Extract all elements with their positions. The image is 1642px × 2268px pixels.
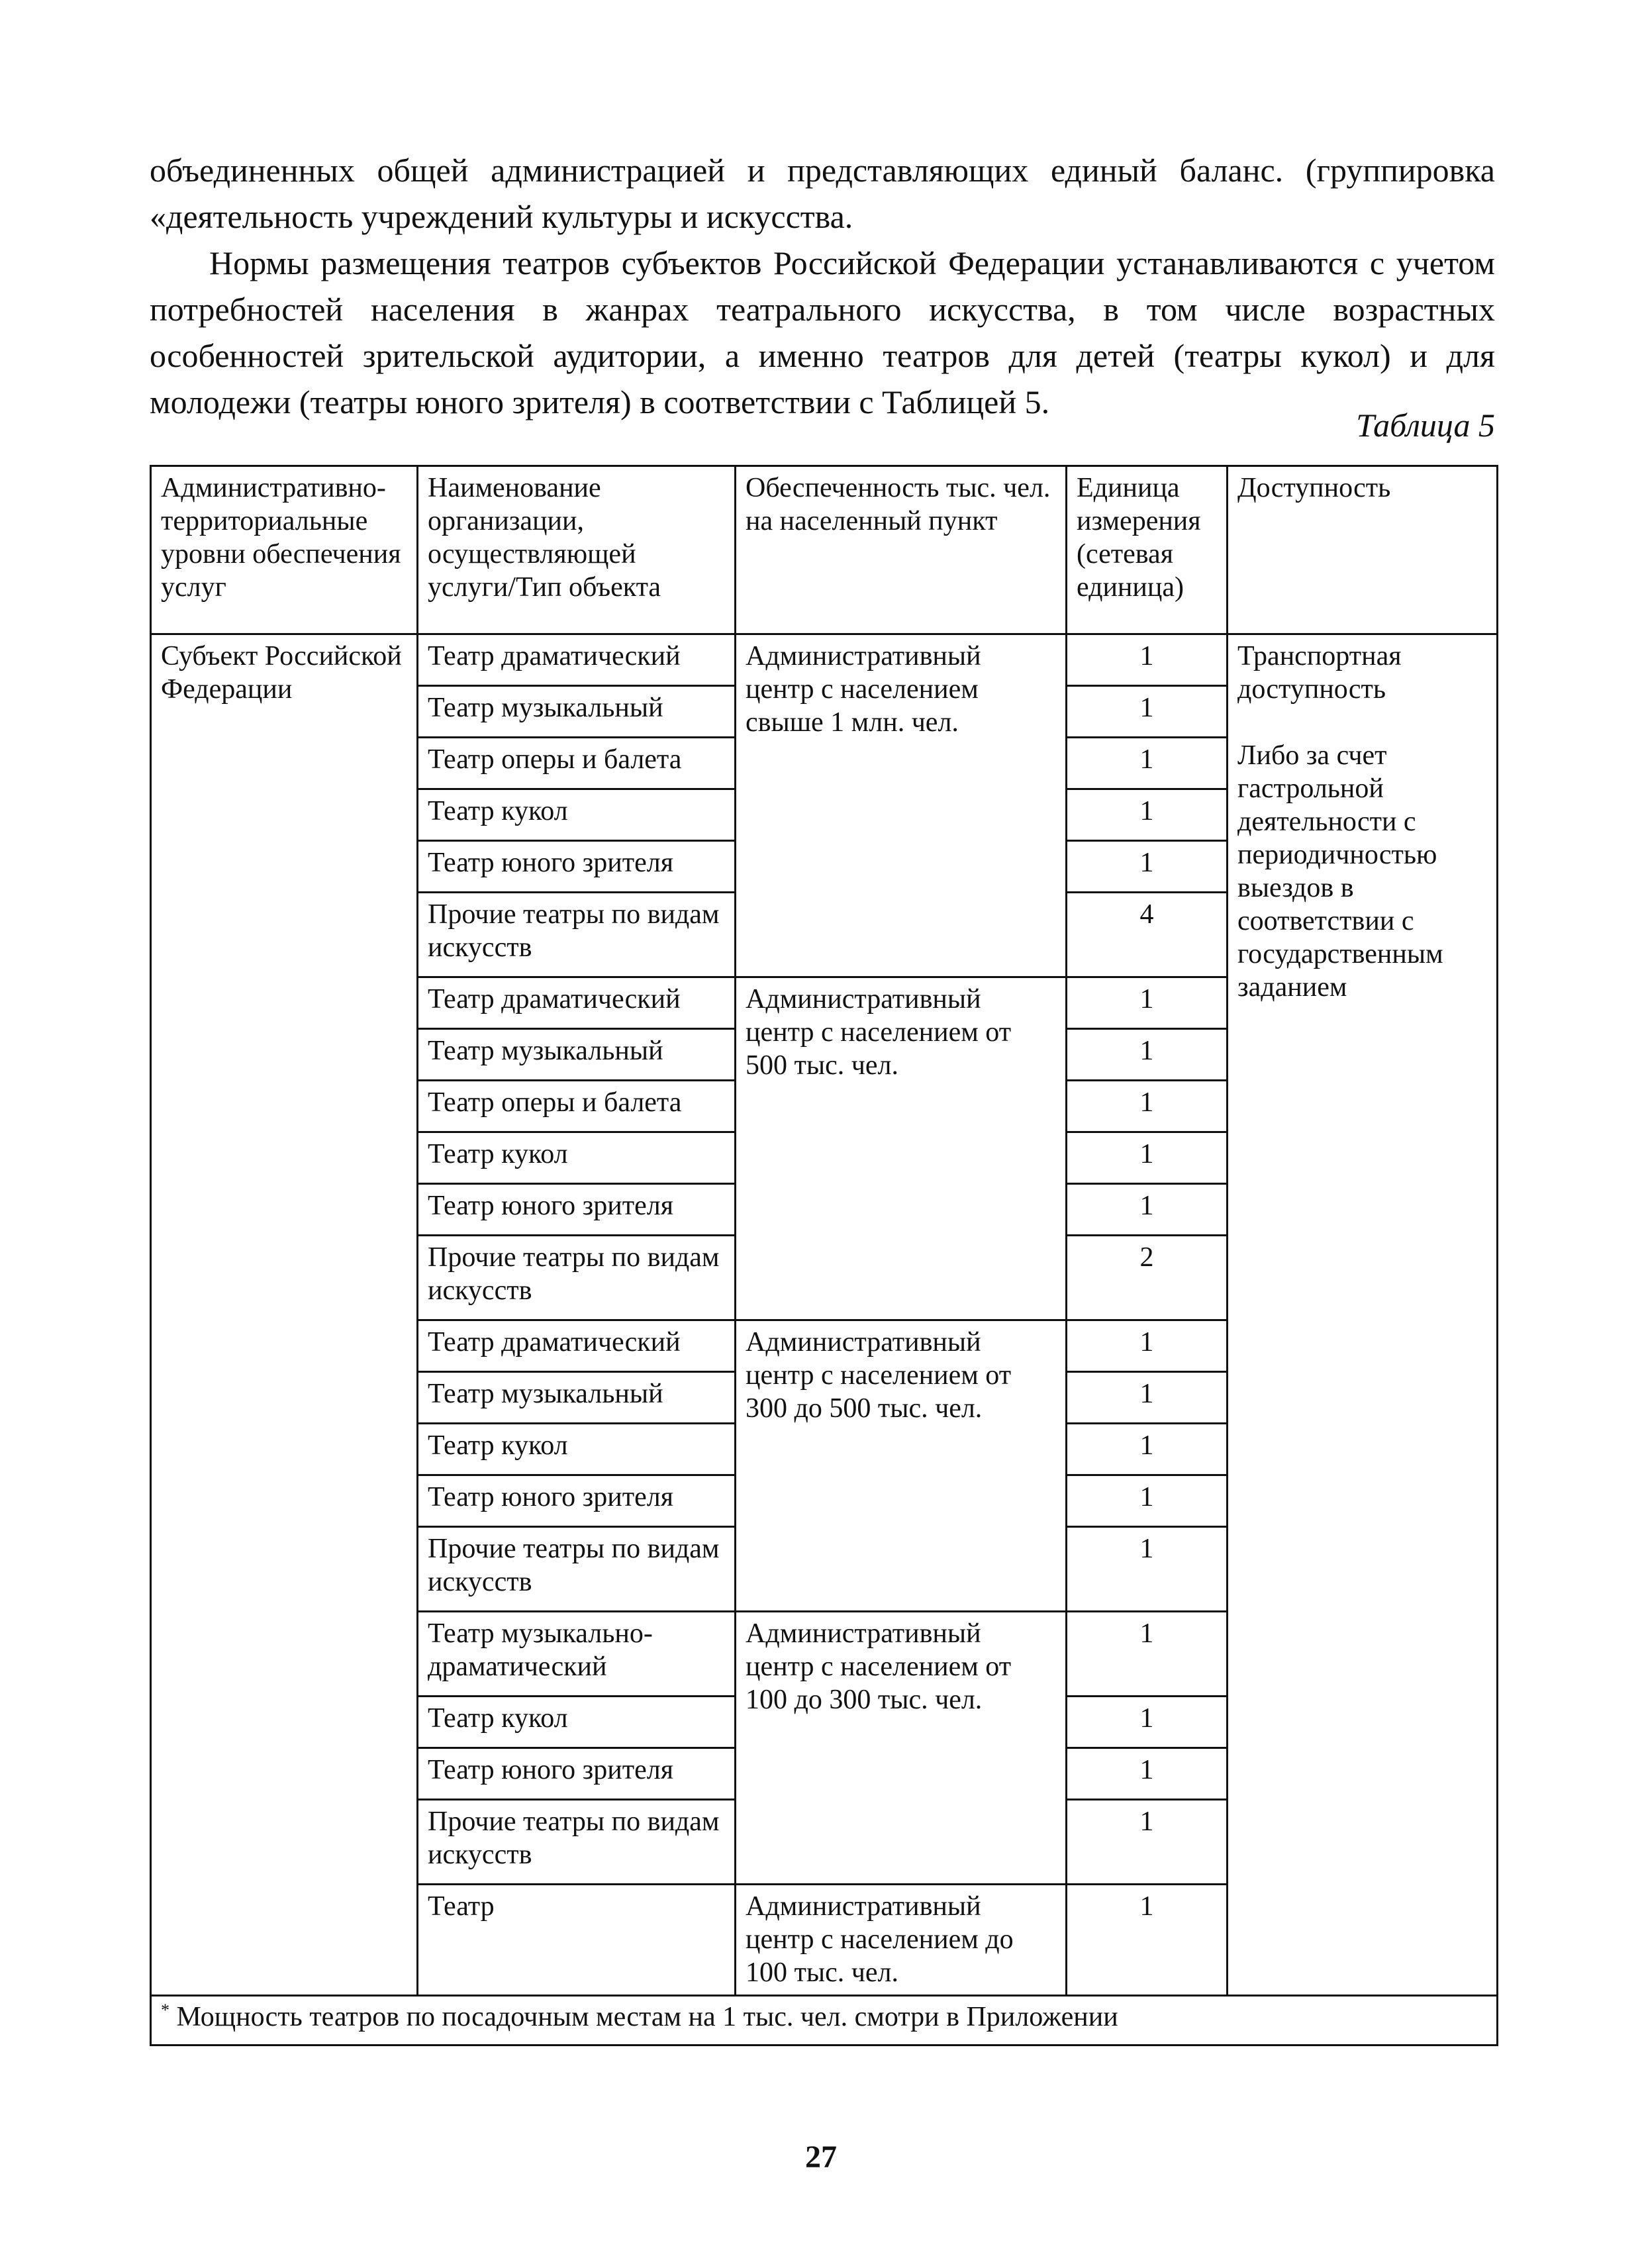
- spacer: [1237, 706, 1487, 739]
- object-type-cell: Театр юного зрителя: [418, 841, 736, 893]
- object-type-cell: Прочие театры по видам искусств: [418, 1527, 736, 1612]
- coverage-cell: Административный центр с населением от 300 до 500 тыс. чел.: [736, 1320, 1067, 1612]
- coverage-cell: Административный центр с населением до 100 тыс. чел.: [736, 1885, 1067, 1996]
- object-type-cell: Театр юного зрителя: [418, 1748, 736, 1800]
- table-row: [151, 634, 1498, 686]
- units-cell: 4: [1067, 893, 1228, 977]
- footnote-cell: [151, 1996, 1498, 2046]
- header-cell: Административно-территориальные уровни обеспечения услуг: [151, 466, 418, 634]
- units-cell: 1: [1067, 977, 1228, 1029]
- units-cell: 2: [1067, 1236, 1228, 1320]
- object-type-cell: Театр музыкальный: [418, 686, 736, 738]
- table-header-row: [151, 466, 1498, 634]
- paragraph-continuation: [150, 147, 1495, 240]
- object-type-cell: Театр драматический: [418, 977, 736, 1029]
- units-cell: 1: [1067, 841, 1228, 893]
- paragraph-text: Нормы размещения театров субъектов Российской Федерации устанавливаются с учетом потребностей населения в жанрах театрального искусства, в том числе возрастных особенностей зрительской аудитории, а именно театров для детей (театры кукол) и для молодежи (театры юного зрителя) в соответствии с Таблицей 5.: [150, 244, 1495, 420]
- units-cell: 1: [1067, 738, 1228, 789]
- units-cell: 1: [1067, 634, 1228, 686]
- units-cell: 1: [1067, 1132, 1228, 1184]
- page-number: 27: [805, 2140, 837, 2175]
- object-type-cell: Театр кукол: [418, 789, 736, 841]
- table-body: [151, 466, 1498, 2046]
- coverage-cell: Административный центр с населением от 100 до 300 тыс. чел.: [736, 1612, 1067, 1885]
- coverage-cell: Административный центр с населением свыше 1 млн. чел.: [736, 634, 1067, 977]
- object-type-cell: Театр оперы и балета: [418, 738, 736, 789]
- footnote-mark: *: [161, 2000, 169, 2020]
- units-cell: 1: [1067, 1475, 1228, 1527]
- paragraph-norms: [150, 240, 1495, 425]
- units-cell: 1: [1067, 1800, 1228, 1885]
- coverage-cell: Административный центр с населением от 500 тыс. чел.: [736, 977, 1067, 1320]
- header-cell: Единица измерения (сетевая единица): [1067, 466, 1228, 634]
- accessibility-touring: Либо за счет гастрольной деятельности с периодичностью выездов в соответствии с государственным заданием: [1237, 740, 1443, 1003]
- theatre-norms-table: [150, 465, 1498, 2046]
- paragraph-text: объединенных общей администрацией и представляющих единый баланс. (группировка «деятельность учреждений культуры и искусства.: [150, 152, 1495, 235]
- units-cell: 1: [1067, 1372, 1228, 1424]
- units-cell: 1: [1067, 1081, 1228, 1132]
- object-type-cell: Театр оперы и балета: [418, 1081, 736, 1132]
- object-type-cell: Театр кукол: [418, 1424, 736, 1475]
- object-type-cell: Театр музыкально-драматический: [418, 1612, 736, 1697]
- units-cell: 1: [1067, 1527, 1228, 1612]
- object-type-cell: Театр музыкальный: [418, 1029, 736, 1081]
- units-cell: 1: [1067, 686, 1228, 738]
- object-type-cell: Театр кукол: [418, 1132, 736, 1184]
- units-cell: 1: [1067, 1029, 1228, 1081]
- units-cell: 1: [1067, 1612, 1228, 1697]
- object-type-cell: Прочие театры по видам искусств: [418, 1236, 736, 1320]
- object-type-cell: Театр драматический: [418, 634, 736, 686]
- object-type-cell: Театр юного зрителя: [418, 1184, 736, 1236]
- header-cell: Обеспеченность тыс. чел. на населенный пункт: [736, 466, 1067, 634]
- object-type-cell: Театр кукол: [418, 1697, 736, 1748]
- object-type-cell: Театр юного зрителя: [418, 1475, 736, 1527]
- header-cell: Наименование организации, осуществляющей услуги/Тип объекта: [418, 466, 736, 634]
- units-cell: 1: [1067, 1885, 1228, 1996]
- table-footnote-row: [151, 1996, 1498, 2046]
- header-cell: Доступность: [1228, 466, 1498, 634]
- table-caption: Таблица 5: [1356, 407, 1495, 444]
- object-type-cell: Театр музыкальный: [418, 1372, 736, 1424]
- units-cell: 1: [1067, 789, 1228, 841]
- units-cell: 1: [1067, 1697, 1228, 1748]
- units-cell: 1: [1067, 1748, 1228, 1800]
- level-cell: Субъект Российской Федерации: [151, 634, 418, 1996]
- object-type-cell: Прочие театры по видам искусств: [418, 1800, 736, 1885]
- units-cell: 1: [1067, 1320, 1228, 1372]
- units-cell: 1: [1067, 1184, 1228, 1236]
- accessibility-transport: Транспортная доступность: [1237, 641, 1402, 705]
- object-type-cell: Театр драматический: [418, 1320, 736, 1372]
- accessibility-cell: [1228, 634, 1498, 1996]
- object-type-cell: Прочие театры по видам искусств: [418, 893, 736, 977]
- footnote-text: Мощность театров по посадочным местам на 1 тыс. чел. смотри в Приложении: [176, 2002, 1118, 2032]
- units-cell: 1: [1067, 1424, 1228, 1475]
- object-type-cell: Театр: [418, 1885, 736, 1996]
